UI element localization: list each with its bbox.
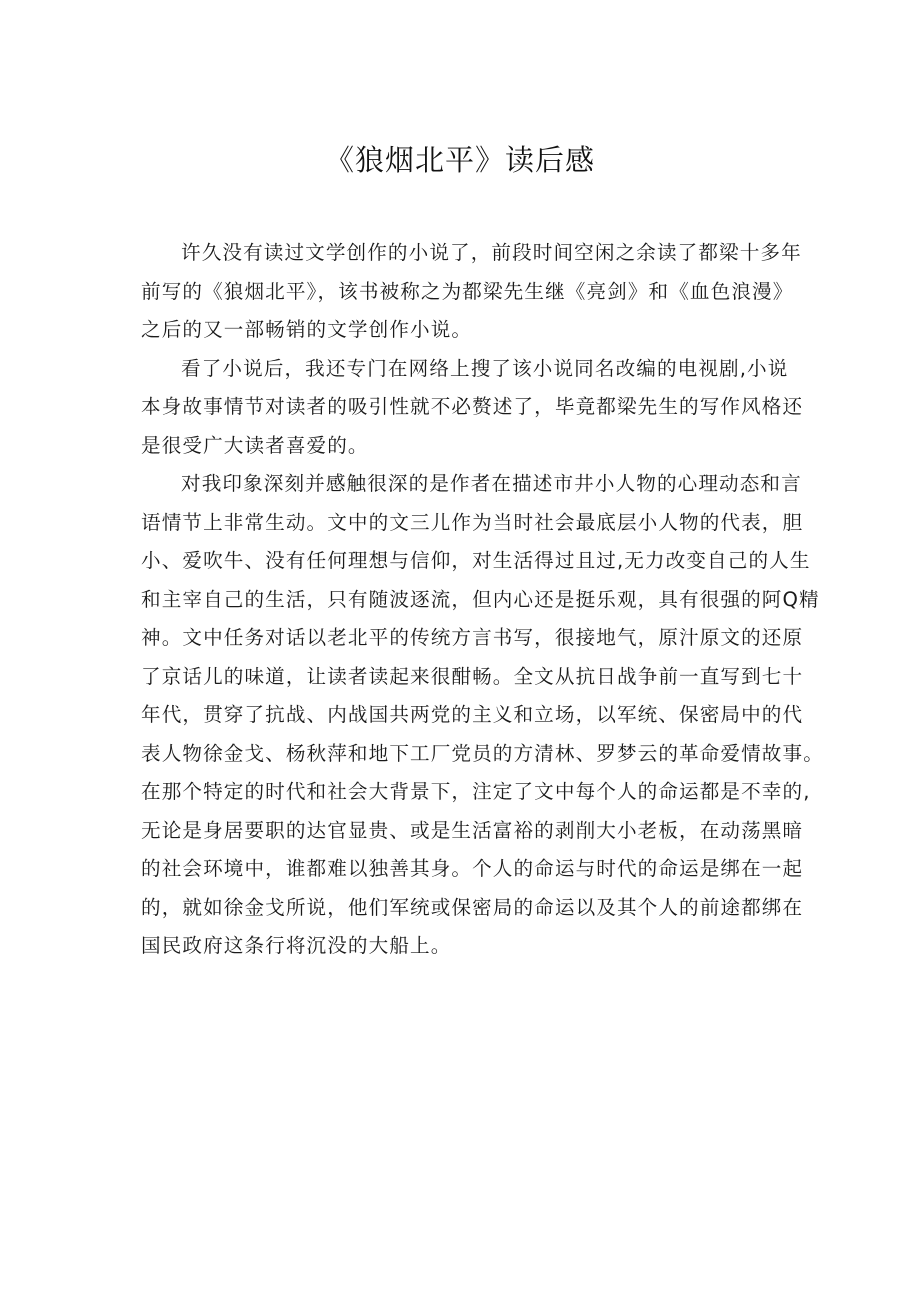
text-line: 的，就如徐金戈所说，他们军统或保密局的命运以及其个人的前途都绑在 <box>141 895 804 919</box>
text-line: 在那个特定的时代和社会大背景下，注定了文中每个人的命运都是不幸的, <box>141 780 811 803</box>
text-line: 表人物徐金戈、杨秋萍和地下工厂党员的方清林、罗梦云的革命爱情故事。 <box>141 741 824 765</box>
text-line: 和主宰自己的生活，只有随波逐流，但内心还是挺乐观，具有很强的阿Q精 <box>141 587 820 611</box>
text-line: 许久没有读过文学创作的小说了，前段时间空闲之余读了都梁十多年 <box>181 241 802 264</box>
text-line: 小、爱吹牛、没有任何理想与信仰，对生活得过且过,无力改变自己的人生 <box>141 549 811 572</box>
document-body <box>141 234 824 966</box>
paragraph-1 <box>141 234 802 350</box>
text-line: 看了小说后，我还专门在网络上搜了该小说同名改编的电视剧,小说 <box>181 356 789 380</box>
text-line: 本身故事情节对读者的吸引性就不必赘述了，毕竟都梁先生的写作风格还 <box>141 395 804 418</box>
text-line: 是很受广大读者喜爱的。 <box>141 433 369 457</box>
text-line: 了京话儿的味道，让读者读起来很酣畅。全文从抗日战争前一直写到七十 <box>141 664 804 688</box>
text-line: 对我印象深刻并感触很深的是作者在描述市井小人物的心理动态和言 <box>181 472 802 495</box>
text-line: 的社会环境中，谁都难以独善其身。个人的命运与时代的命运是绑在一起 <box>141 857 804 880</box>
text-line: 之后的又一部畅销的文学创作小说。 <box>141 318 473 341</box>
text-line: 国民政府这条行将沉没的大船上。 <box>141 934 452 957</box>
text-line: 神。文中任务对话以老北平的传统方言书写，很接地气，原汁原文的还原 <box>141 626 804 649</box>
paragraph-2 <box>141 350 804 466</box>
text-line: 前写的《狼烟北平》，该书被称之为都梁先生继《亮剑》和《血色浪漫》 <box>141 279 794 303</box>
paragraph-3 <box>141 465 824 966</box>
document-title: 《狼烟北平》读后感 <box>324 143 595 177</box>
text-line: 语情节上非常生动。文中的文三儿作为当时社会最底层小人物的代表，胆 <box>141 510 804 534</box>
text-line: 无论是身居要职的达官显贵、或是生活富裕的剥削大小老板，在动荡黑暗 <box>141 818 804 842</box>
text-line: 年代，贯穿了抗战、内战国共两党的主义和立场，以军统、保密局中的代 <box>141 703 804 726</box>
